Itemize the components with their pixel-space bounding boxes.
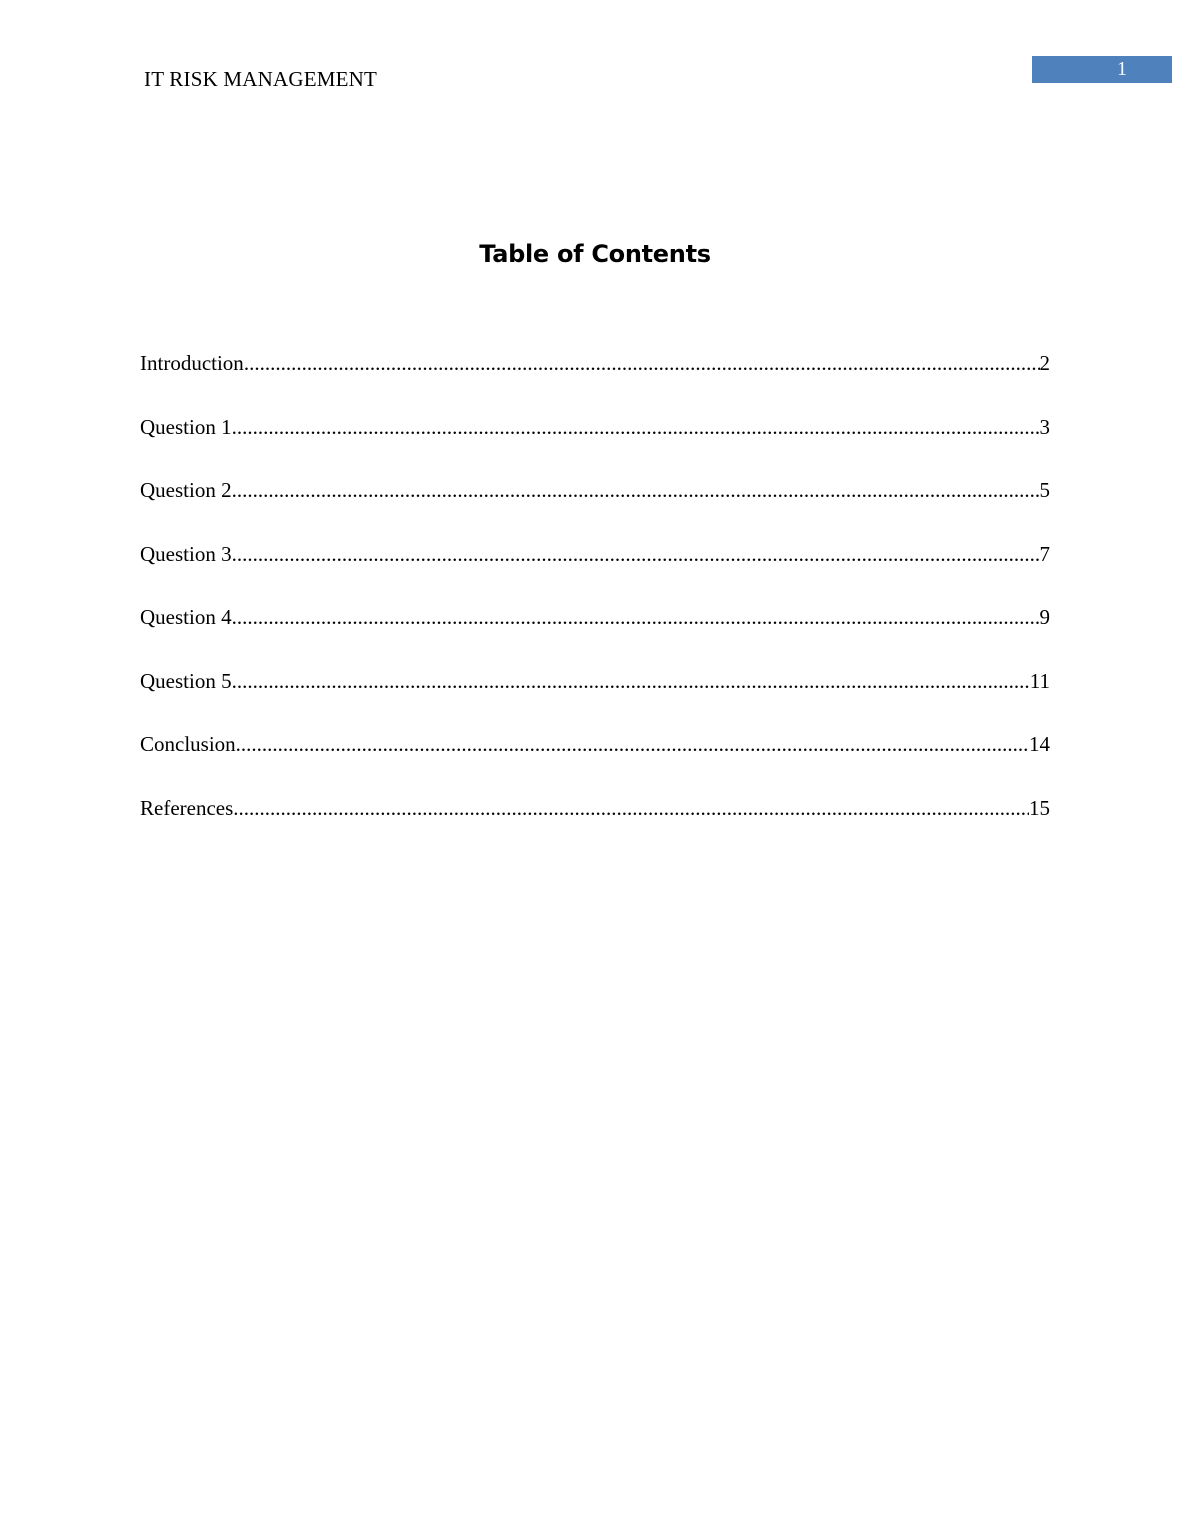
toc-dot-leader	[232, 667, 1030, 695]
toc-entry-label: Conclusion	[140, 732, 236, 756]
toc-entry-question-5[interactable]	[140, 667, 1050, 731]
toc-entry-question-2[interactable]	[140, 476, 1050, 540]
toc-dot-leader	[232, 476, 1040, 504]
toc-entry-page: 5	[1039, 478, 1050, 502]
toc-entry-page: 2	[1039, 351, 1050, 375]
toc-entry-page: 3	[1039, 414, 1050, 439]
toc-entry-page: 7	[1039, 541, 1050, 566]
toc-dot-leader	[232, 413, 1040, 441]
toc-entry-label: Question 2	[140, 478, 232, 502]
toc-dot-leader	[236, 730, 1029, 758]
toc-entry-label: Question 1	[140, 414, 232, 439]
page-number-badge	[1032, 56, 1172, 83]
toc-entry-page: 14	[1029, 732, 1050, 756]
toc-entry-label: Question 4	[140, 605, 232, 629]
toc-dot-leader	[244, 349, 1040, 377]
toc-entry-label: References	[140, 795, 234, 820]
toc-entry-question-3[interactable]	[140, 540, 1050, 604]
page-number: 1	[1117, 58, 1127, 80]
table-of-contents	[140, 349, 1050, 857]
toc-entry-references[interactable]	[140, 794, 1050, 858]
toc-entry-page: 15	[1029, 795, 1050, 820]
toc-entry-page: 11	[1029, 668, 1050, 693]
toc-entry-introduction[interactable]	[140, 349, 1050, 413]
toc-entry-page: 9	[1039, 605, 1050, 629]
toc-dot-leader	[232, 540, 1040, 568]
toc-entry-question-1[interactable]	[140, 413, 1050, 477]
toc-dot-leader	[233, 794, 1029, 822]
toc-dot-leader	[232, 603, 1040, 631]
toc-entry-conclusion[interactable]	[140, 730, 1050, 794]
toc-entry-label: Question 3	[140, 541, 232, 566]
toc-title: Table of Contents	[479, 240, 711, 268]
running-head-title: IT RISK MANAGEMENT	[144, 67, 378, 91]
toc-entry-label: Introduction	[140, 351, 244, 375]
toc-entry-question-4[interactable]	[140, 603, 1050, 667]
toc-entry-label: Question 5	[140, 668, 232, 693]
